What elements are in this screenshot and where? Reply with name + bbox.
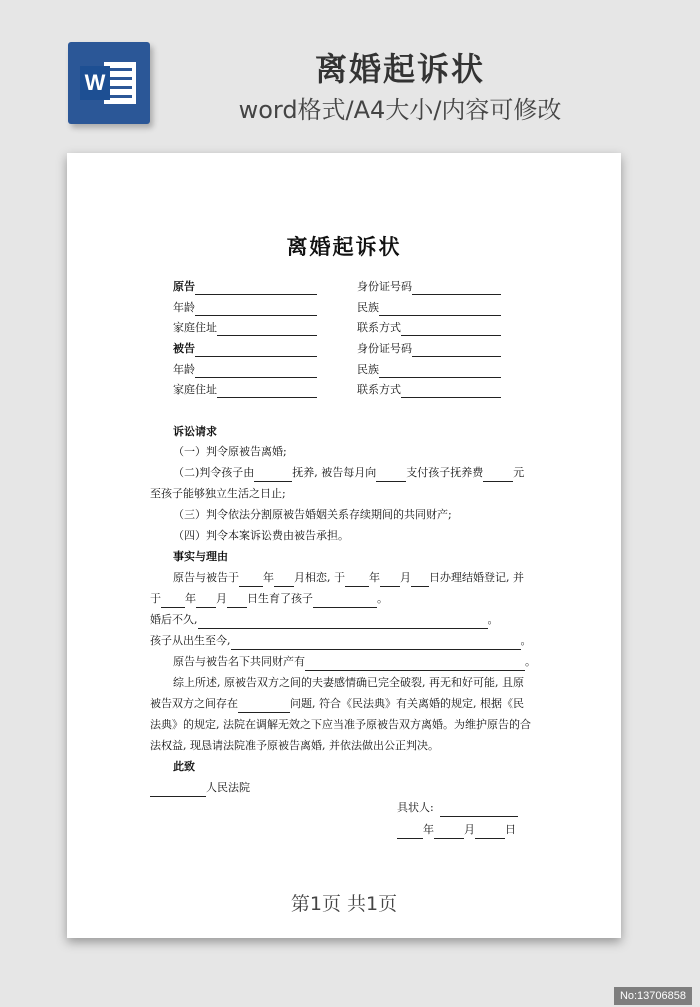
plaintiff-id-label: 身份证号码 bbox=[357, 280, 412, 293]
defendant-address-label: 家庭住址 bbox=[173, 383, 217, 396]
fact-2-c: 月 bbox=[216, 592, 227, 605]
word-document-icon bbox=[68, 42, 150, 124]
summary-line-2 bbox=[150, 695, 540, 713]
signer-label: 具状人: bbox=[397, 801, 434, 814]
summary-line-3: 法典》的规定, 法院在调解无效之下应当准予原被告双方离婚。为维护原告的合 bbox=[150, 718, 531, 731]
plaintiff-age-blank[interactable] bbox=[195, 304, 317, 316]
fact-1-e: 月 bbox=[400, 571, 411, 584]
payee-blank[interactable] bbox=[376, 469, 406, 482]
fact-line-4 bbox=[150, 632, 540, 650]
plaintiff-row bbox=[173, 279, 317, 295]
plaintiff-contact-label: 联系方式 bbox=[357, 321, 401, 334]
fact-5-end: 。 bbox=[525, 655, 536, 668]
claim-2-cont: 至孩子能够独立生活之日止; bbox=[150, 487, 286, 500]
claim-2-d: 元 bbox=[513, 466, 525, 479]
fact-2-b: 年 bbox=[185, 592, 196, 605]
defendant-ethnicity-label: 民族 bbox=[357, 363, 379, 376]
summary-line-1: 综上所述, 原被告双方之间的夫妻感情确已完全破裂, 再无和好可能, 且原 bbox=[173, 676, 524, 689]
claim-2 bbox=[173, 464, 563, 482]
claim-3: （三）判令依法分割原被告婚姻关系存续期间的共同财产; bbox=[173, 508, 452, 521]
claim-2-a: （二)判令孩子由 bbox=[173, 466, 255, 479]
after-marriage-blank[interactable] bbox=[198, 616, 488, 629]
page-footer: 第1页 共1页 bbox=[290, 893, 398, 915]
court-name-blank[interactable] bbox=[150, 784, 206, 797]
facts-heading: 事实与理由 bbox=[173, 550, 228, 563]
defendant-id-blank[interactable] bbox=[412, 345, 501, 357]
fact-2-d: 日生育了孩子 bbox=[247, 592, 313, 605]
signer-line bbox=[397, 799, 537, 817]
birth-year-blank[interactable] bbox=[161, 595, 185, 608]
closing-to: 此致 bbox=[173, 760, 195, 773]
fact-3-label: 婚后不久, bbox=[150, 613, 198, 626]
plaintiff-ethnicity-row bbox=[357, 300, 501, 316]
custodian-blank[interactable] bbox=[254, 469, 292, 482]
meet-year-blank[interactable] bbox=[239, 574, 263, 587]
defendant-row bbox=[173, 341, 317, 357]
birth-month-blank[interactable] bbox=[196, 595, 216, 608]
date-month-label: 月 bbox=[464, 823, 475, 836]
defendant-age-label: 年龄 bbox=[173, 363, 195, 376]
fact-line-3 bbox=[150, 611, 540, 629]
header-title: 离婚起诉状 bbox=[314, 50, 485, 88]
marry-month-blank[interactable] bbox=[380, 574, 400, 587]
header-subtitle: word格式/A4大小/内容可修改 bbox=[238, 96, 562, 124]
image-id-badge: No:13706858 bbox=[614, 987, 692, 1005]
plaintiff-contact-row bbox=[357, 320, 501, 336]
fact-line-5 bbox=[173, 653, 563, 671]
fact-4-label: 孩子从出生至今, bbox=[150, 634, 231, 647]
signer-blank[interactable] bbox=[440, 804, 518, 817]
defendant-age-blank[interactable] bbox=[195, 366, 317, 378]
date-year-blank[interactable] bbox=[397, 826, 423, 839]
summary-2-a: 被告双方之间存在 bbox=[150, 697, 238, 710]
plaintiff-age-row bbox=[173, 300, 317, 316]
plaintiff-age-label: 年龄 bbox=[173, 301, 195, 314]
date-day-label: 日 bbox=[505, 823, 516, 836]
defendant-address-blank[interactable] bbox=[217, 386, 317, 398]
word-letter-icon: W bbox=[80, 66, 110, 100]
date-line bbox=[397, 821, 537, 839]
shared-property-blank[interactable] bbox=[305, 658, 525, 671]
fact-1-d: 年 bbox=[369, 571, 380, 584]
plaintiff-blank[interactable] bbox=[195, 283, 317, 295]
fact-2-e: 。 bbox=[377, 592, 388, 605]
summary-2-b: 问题, 符合《民法典》有关离婚的规定, 根据《民 bbox=[290, 697, 524, 710]
fact-2-a: 于 bbox=[150, 592, 161, 605]
plaintiff-id-blank[interactable] bbox=[412, 283, 501, 295]
fact-1-c: 月相恋, 于 bbox=[294, 571, 345, 584]
fact-1-f: 日办理结婚登记, 并 bbox=[429, 571, 524, 584]
claim-1: （一）判令原被告离婚; bbox=[173, 445, 287, 458]
child-since-birth-blank[interactable] bbox=[231, 637, 521, 650]
claim-2-c: 支付孩子抚养费 bbox=[406, 466, 484, 479]
document-title: 离婚起诉状 bbox=[286, 234, 402, 259]
court-label: 人民法院 bbox=[206, 781, 250, 794]
fact-line-2 bbox=[150, 590, 540, 608]
plaintiff-label: 原告 bbox=[173, 280, 195, 293]
court-line bbox=[150, 779, 540, 797]
date-day-blank[interactable] bbox=[475, 826, 505, 839]
defendant-contact-blank[interactable] bbox=[401, 386, 501, 398]
defendant-address-row bbox=[173, 382, 317, 398]
defendant-contact-row bbox=[357, 382, 501, 398]
marry-year-blank[interactable] bbox=[345, 574, 369, 587]
plaintiff-ethnicity-blank[interactable] bbox=[379, 304, 501, 316]
issue-blank[interactable] bbox=[238, 700, 290, 713]
marry-day-blank[interactable] bbox=[411, 574, 429, 587]
birth-day-blank[interactable] bbox=[227, 595, 247, 608]
defendant-label: 被告 bbox=[173, 342, 195, 355]
meet-month-blank[interactable] bbox=[274, 574, 294, 587]
plaintiff-address-blank[interactable] bbox=[217, 324, 317, 336]
date-month-blank[interactable] bbox=[434, 826, 464, 839]
plaintiff-ethnicity-label: 民族 bbox=[357, 301, 379, 314]
claim-4: （四）判令本案诉讼费由被告承担。 bbox=[173, 529, 349, 542]
date-year-label: 年 bbox=[423, 823, 434, 836]
defendant-contact-label: 联系方式 bbox=[357, 383, 401, 396]
plaintiff-address-row bbox=[173, 320, 317, 336]
fact-5-label: 原告与被告名下共同财产有 bbox=[173, 655, 305, 668]
plaintiff-address-label: 家庭住址 bbox=[173, 321, 217, 334]
fact-4-end: 。 bbox=[520, 634, 532, 647]
plaintiff-id-row bbox=[357, 279, 501, 295]
defendant-ethnicity-row bbox=[357, 362, 501, 378]
defendant-age-row bbox=[173, 362, 317, 378]
summary-line-4: 法权益, 现恳请法院准予原被告离婚, 并依法做出公正判决。 bbox=[150, 739, 439, 752]
fact-3-end: 。 bbox=[487, 613, 499, 626]
claims-heading: 诉讼请求 bbox=[173, 425, 217, 438]
fact-line-1 bbox=[173, 569, 563, 587]
child-name-blank[interactable] bbox=[313, 595, 377, 608]
fact-1-b: 年 bbox=[263, 571, 274, 584]
defendant-id-label: 身份证号码 bbox=[357, 342, 412, 355]
defendant-id-row bbox=[357, 341, 501, 357]
support-amount-blank[interactable] bbox=[483, 469, 513, 482]
fact-1-a: 原告与被告于 bbox=[173, 571, 239, 584]
claim-2-b: 抚养, 被告每月向 bbox=[292, 466, 377, 479]
defendant-blank[interactable] bbox=[195, 345, 317, 357]
document-page bbox=[67, 153, 621, 938]
plaintiff-contact-blank[interactable] bbox=[401, 324, 501, 336]
defendant-ethnicity-blank[interactable] bbox=[379, 366, 501, 378]
